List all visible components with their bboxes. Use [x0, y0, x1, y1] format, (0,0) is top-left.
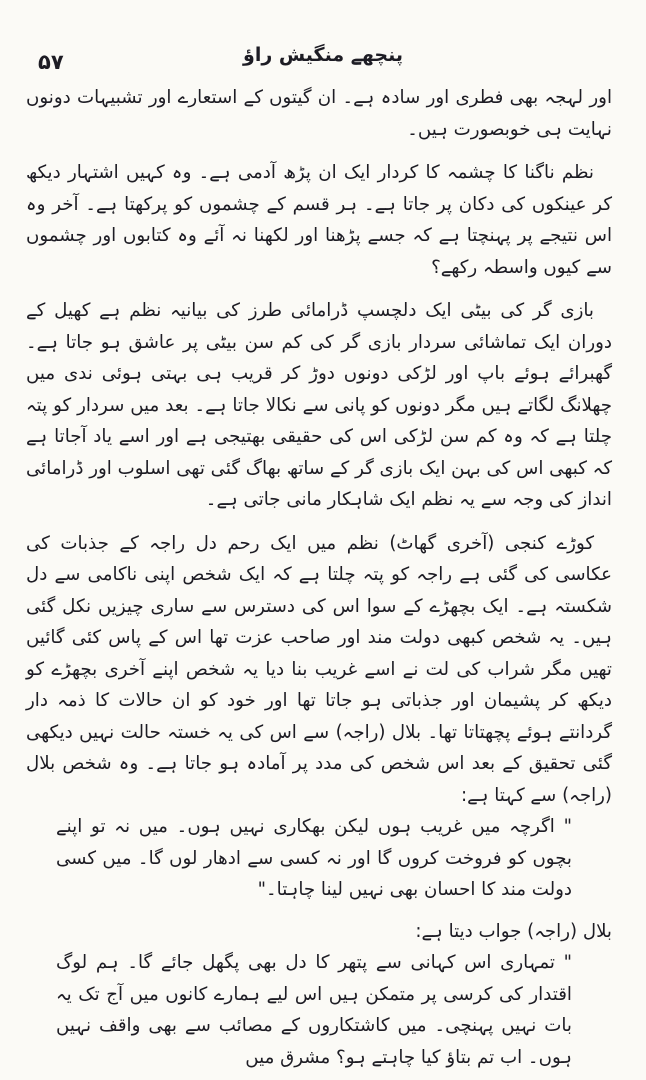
block-quote: " تمہاری اس کہانی سے پتھر کا دل بھی پگھل جائے گا۔ ہم لوگ اقتدار کی کرسی پر متمکن ہیں اس لیے ہمارے کانوں میں آج تک یہ بات نہیں پہنچی۔ میں کاشتکاروں کے مصائب سے بھی واقف نہیں ہوں۔ اب تم بتاؤ کیا چاہتے ہو؟ مشرق میں: [56, 952, 572, 1068]
running-title: پنچھے منگیش راؤ: [243, 44, 403, 66]
page-number: ۵۷: [38, 50, 64, 74]
paragraph: نظم ناگنا کا چشمہ کا کردار ایک ان پڑھ آدمی ہے۔ وہ کہیں اشتہار دیکھ کر عینکوں کی دکان پر جاتا ہے۔ ہر قسم کے چشموں کو پرکھتا ہے۔ آخر وہ اس نتیجے پر پہنچتا ہے کہ جسے پڑھنا اور لکھنا نہ آئے وہ کتابوں اور چشموں سے کیوں واسطہ رکھے؟: [26, 162, 612, 278]
paragraph: اور لہجہ بھی فطری اور سادہ ہے۔ ان گیتوں کے استعارے اور تشبیہات دونوں نہایت ہی خوبصورت ہیں۔: [26, 87, 612, 140]
paragraph: کوڑے کنجی (آخری گھاٹ) نظم میں ایک رحم دل راجہ کے جذبات کی عکاسی کی گئی ہے راجہ کو پتہ چلتا ہے کہ ایک شخص اپنی ناکامی سے دل شکستہ ہے۔ ایک بچھڑے کے سوا اس کی دسترس سے ساری چیزیں نکل گئی ہیں۔ یہ شخص کبھی دولت مند اور صاحب عزت تھا اس کے پاس کئی گائیں تھیں مگر شراب کی لت نے اسے غریب بنا دیا یہ شخص اپنے آخری بچھڑے کو دیکھ کر پشیمان اور جذباتی ہو جاتا تھا اور خود کو ان حالات کا ذمہ دار گردانتے ہوئے پچھتاتا تھا۔ بلال (راجہ) سے اس کی یہ خستہ حالت نہیں دیکھی گئی تحقیق کے بعد اس شخص کی مدد پر آمادہ ہو جاتا ہے۔ وہ شخص بلال (راجہ) سے کہتا ہے:: [26, 532, 612, 806]
block-quote: " اگرچہ میں غریب ہوں لیکن بھکاری نہیں ہوں۔ میں نہ تو اپنے بچوں کو فروخت کروں گا اور نہ کسی سے ادھار لوں گا۔ میں کسی دولت مند کا احسان بھی نہیں لینا چاہتا۔": [56, 816, 572, 900]
paragraph: بازی گر کی بیٹی ایک دلچسپ ڈرامائی طرز کی بیانیہ نظم ہے کھیل کے دوران ایک تماشائی سردار بازی گر کی کم سن بیٹی پر عاشق ہو جاتا ہے۔ گھبرائے ہوئے باپ اور لڑکی دونوں دوڑ کر قریب ہی بہتی ہوئی ندی میں چھلانگ لگاتے ہیں مگر دونوں کو پانی سے نکالا جاتا ہے۔ بعد میں سردار کو پتہ چلتا ہے کہ وہ کم سن لڑکی اس کی حقیقی بھتیجی ہے اور اسے یاد آجاتا ہے کہ کبھی اس کی بہن ایک بازی گر کے ساتھ بھاگ گئی تھی اسلوب اور ڈرامائی انداز کی وجہ سے یہ نظم ایک شاہکار مانی جاتی ہے۔: [26, 300, 612, 510]
page-body: [26, 82, 612, 1068]
paragraph: بلال (راجہ) جواب دیتا ہے:: [415, 920, 612, 942]
